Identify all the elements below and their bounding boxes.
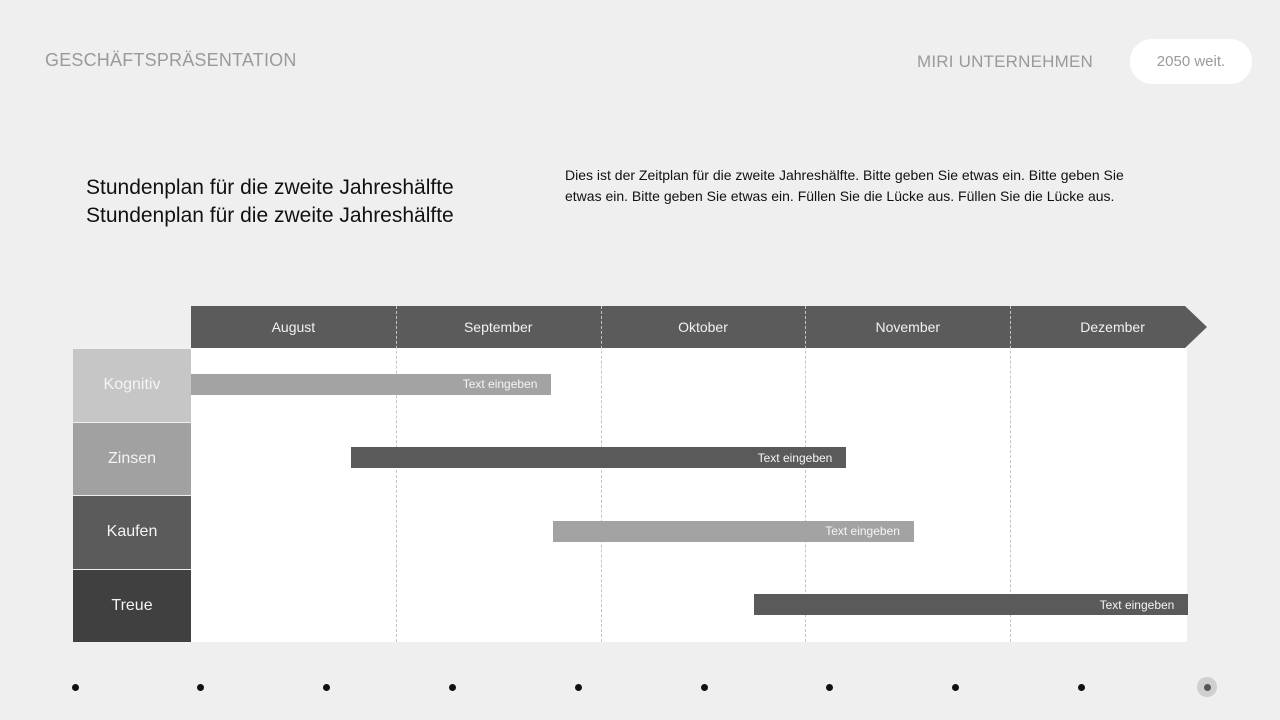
month-label-september: September	[463, 319, 533, 335]
gantt-bar-kognitiv	[191, 374, 551, 395]
gantt-bar-kaufen	[553, 521, 913, 542]
company-name: MIRI UNTERNEHMEN	[917, 52, 1094, 71]
gantt-bar-label: Text eingeben	[462, 377, 538, 392]
gantt-bar-zinsen	[351, 447, 847, 468]
pagination-dot[interactable]	[952, 684, 959, 691]
month-label-august: August	[271, 319, 316, 335]
category-label-treue: Treue	[73, 570, 191, 643]
slide-title-line-2: Stundenplan für die zweite Jahreshälfte	[86, 204, 454, 227]
gantt-bar-treue	[754, 594, 1188, 615]
month-gridline	[1010, 306, 1011, 642]
pagination-dot-active-center	[1204, 684, 1211, 691]
category-label-kognitiv: Kognitiv	[73, 349, 191, 422]
slide-title-line-1: Stundenplan für die zweite Jahreshälfte	[86, 176, 454, 199]
gantt-bar-label: Text eingeben	[757, 450, 833, 465]
pagination-dot-active[interactable]	[1197, 677, 1217, 697]
month-gridline	[805, 306, 806, 642]
slide-title	[86, 174, 454, 230]
pagination-dot[interactable]	[826, 684, 833, 691]
month-label-november: November	[875, 319, 941, 335]
pagination-dot[interactable]	[701, 684, 708, 691]
month-label-oktober: Oktober	[678, 319, 728, 335]
gantt-bar-label: Text eingeben	[1099, 597, 1175, 612]
pagination-dot[interactable]	[323, 684, 330, 691]
month-gridline	[396, 306, 397, 642]
presentation-title: GESCHÄFTSPRÄSENTATION	[45, 50, 297, 70]
category-label-kaufen: Kaufen	[73, 496, 191, 569]
month-label-dezember: Dezember	[1080, 319, 1145, 335]
month-gridline	[601, 306, 602, 642]
year-badge: 2050 weit.	[1130, 39, 1252, 84]
pagination-dot[interactable]	[72, 684, 79, 691]
slide-description: Dies ist der Zeitplan für die zweite Jahreshälfte. Bitte geben Sie etwas ein. Bitte geben Sie etwas ein. Bitte geben Sie etwas ein. Füllen Sie die Lücke aus. Füllen Sie die Lücke aus.	[565, 167, 1124, 204]
gantt-bar-label: Text eingeben	[825, 524, 900, 539]
pagination-dot[interactable]	[575, 684, 582, 691]
category-label-zinsen: Zinsen	[73, 423, 191, 496]
pagination-dot[interactable]	[197, 684, 204, 691]
pagination-dot[interactable]	[1078, 684, 1085, 691]
pagination-dot[interactable]	[449, 684, 456, 691]
month-header-arrow	[191, 306, 1207, 348]
